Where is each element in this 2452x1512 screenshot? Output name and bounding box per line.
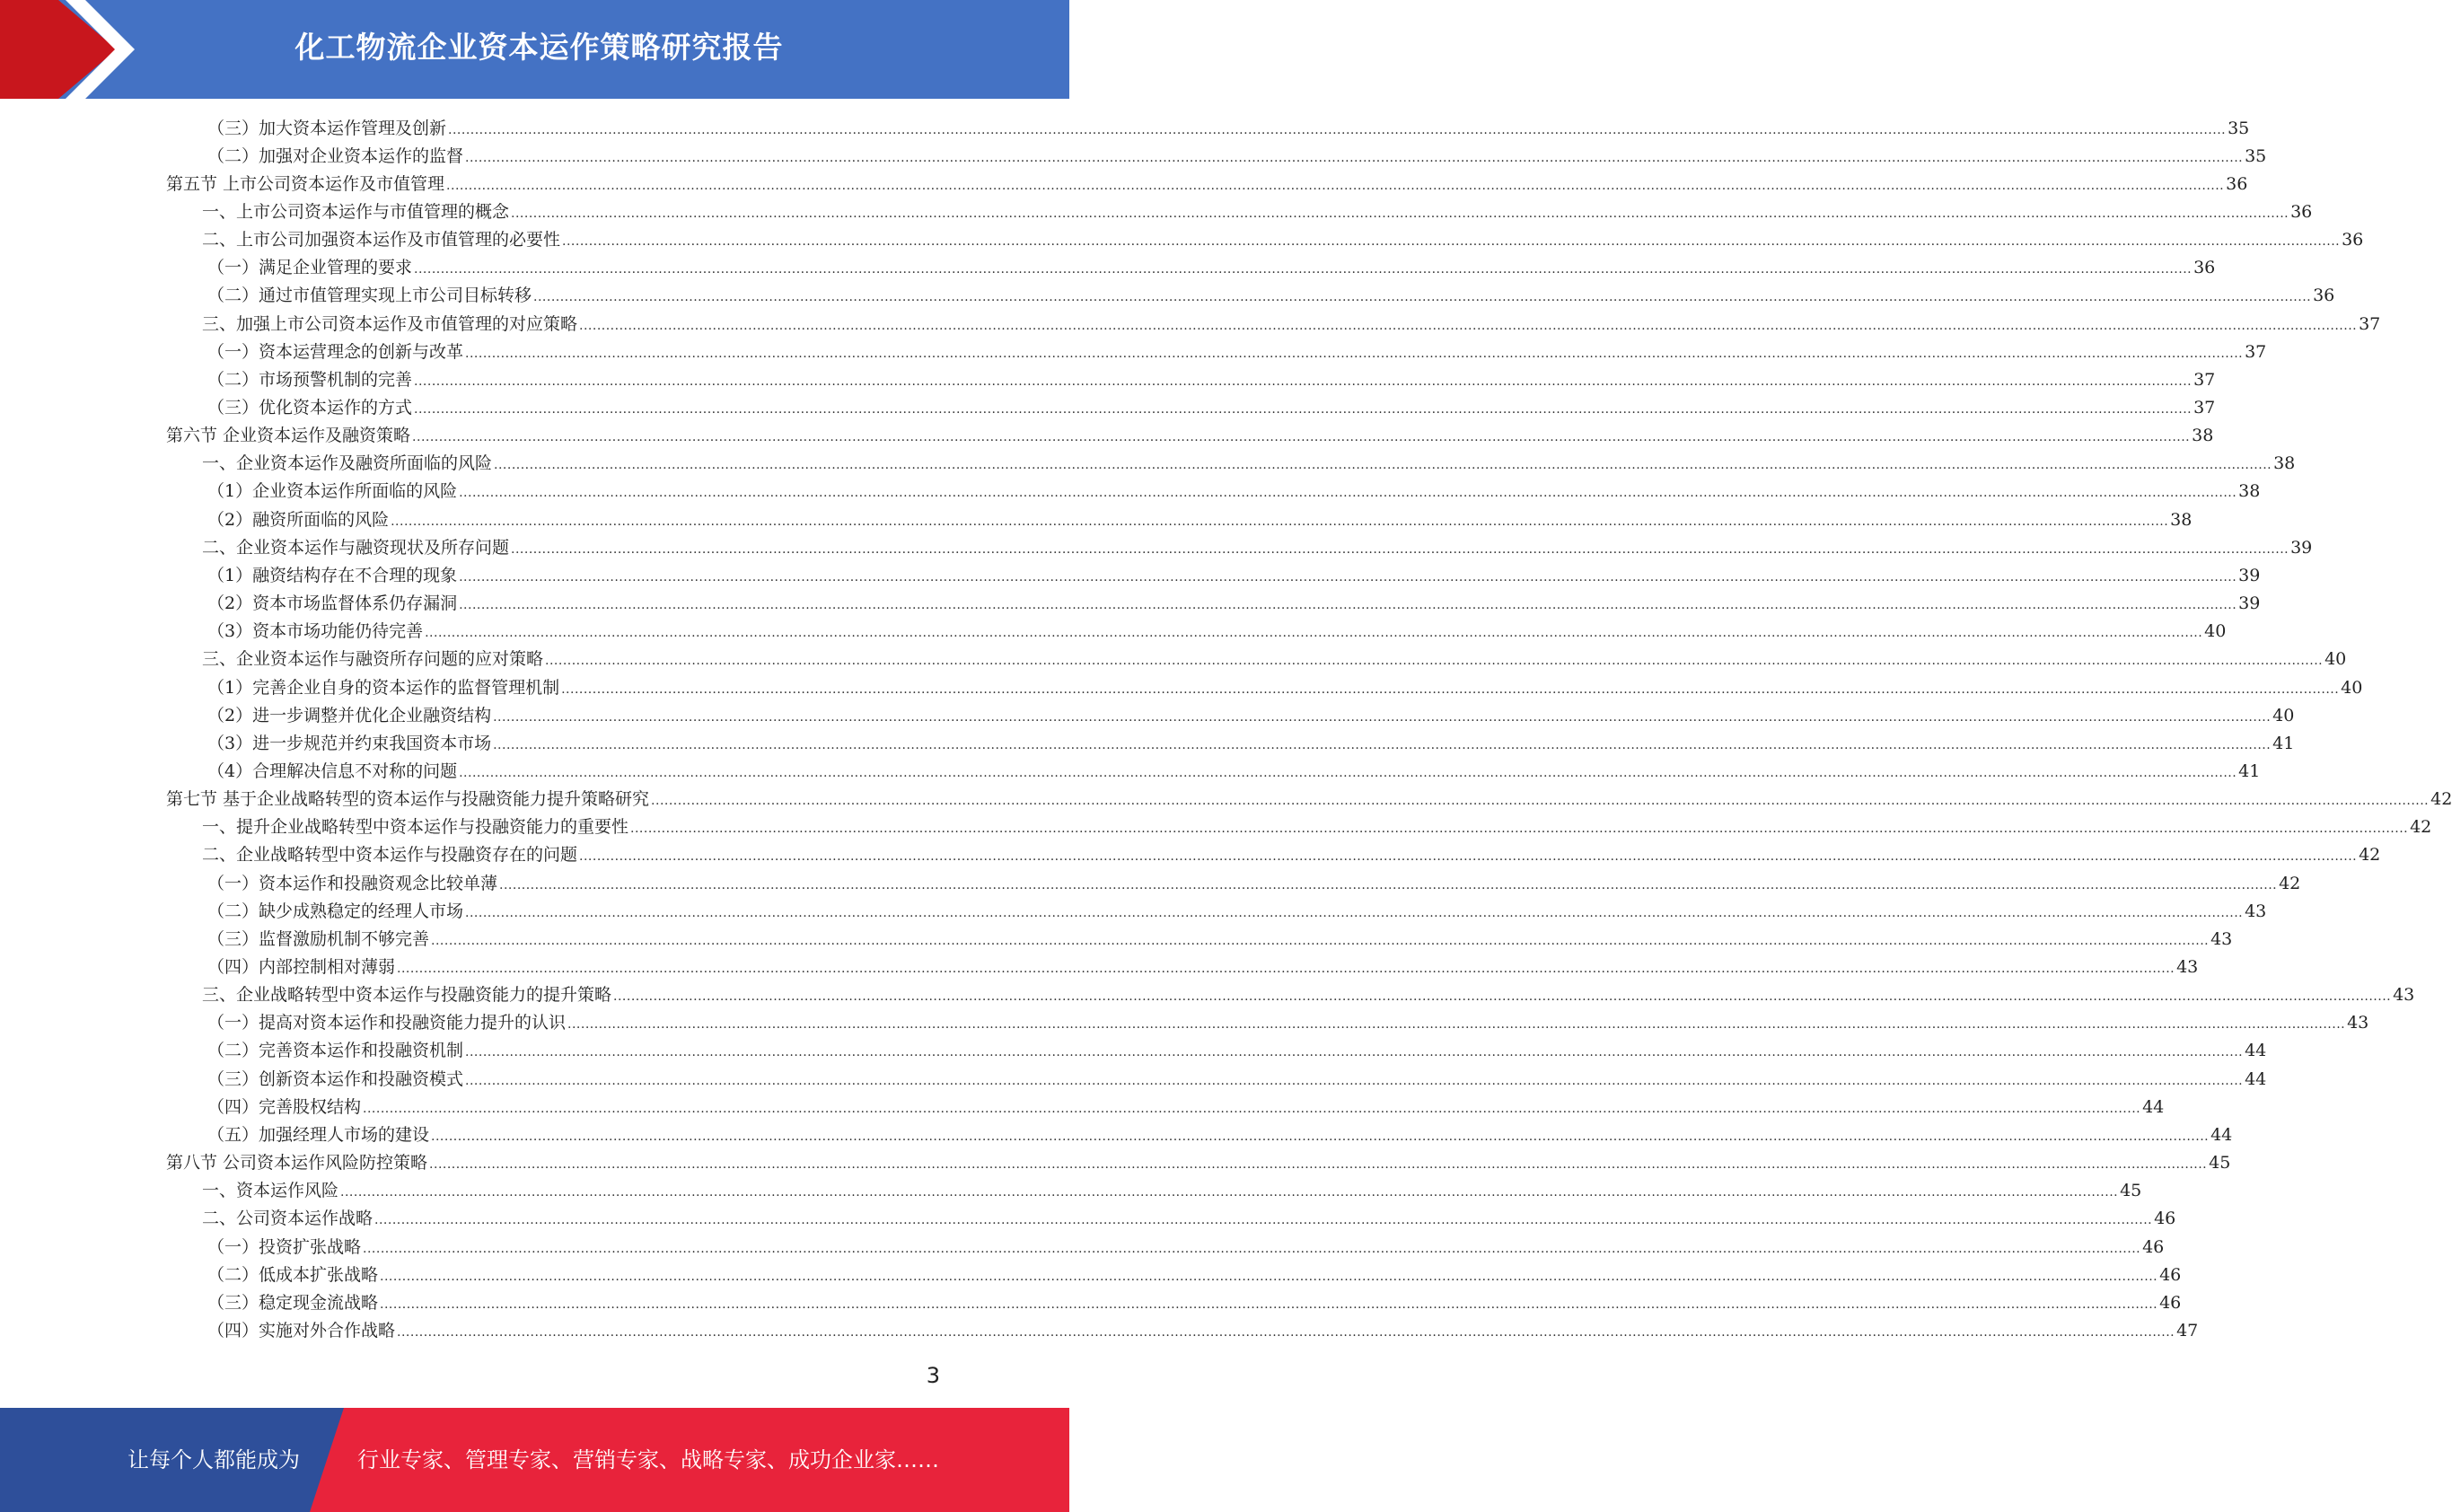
toc-dot-leader: ................................................................................................................................................................................................................................................................................................................................................................................................................ [465, 1045, 2244, 1060]
toc-entry-title: （二）加强对企业资本运作的监督 [207, 145, 464, 166]
toc-entry[interactable] [207, 115, 2250, 143]
toc-entry-page: 47 [2176, 1320, 2199, 1341]
toc-entry-title: （三）监督激励机制不够完善 [207, 928, 430, 949]
toc-entry-title: 一、提升企业战略转型中资本运作与投融资能力的重要性 [202, 817, 629, 838]
toc-entry-title: （二）市场预警机制的完善 [207, 369, 413, 390]
toc-dot-leader: ................................................................................................................................................................................................................................................................................................................................................................................................................ [651, 794, 2430, 809]
toc-entry-title: （一）资本运营理念的创新与改革 [207, 341, 464, 362]
toc-entry[interactable] [207, 478, 2261, 505]
toc-entry-title: 二、企业资本运作与融资现状及所存问题 [202, 537, 510, 558]
toc-entry-title: （三）创新资本运作和投融资模式 [207, 1068, 464, 1089]
toc-dot-leader: ................................................................................................................................................................................................................................................................................................................................................................................................................ [446, 178, 2225, 193]
toc-dot-leader: ................................................................................................................................................................................................................................................................................................................................................................................................................ [397, 962, 2175, 976]
toc-entry-title: （1）融资结构存在不合理的现象 [207, 565, 458, 585]
page-header [0, 0, 1069, 99]
toc-entry-title: 一、资本运作风险 [202, 1181, 339, 1201]
toc-entry-title: （3）资本市场功能仍待完善 [207, 621, 424, 642]
toc-entry[interactable] [207, 674, 2363, 702]
toc-dot-leader: ................................................................................................................................................................................................................................................................................................................................................................................................................ [414, 402, 2193, 417]
toc-entry-page: 36 [2290, 201, 2313, 222]
toc-entry-title: 第八节 公司资本运作风险防控策略 [166, 1153, 428, 1174]
toc-dot-leader: ................................................................................................................................................................................................................................................................................................................................................................................................................ [465, 1073, 2244, 1088]
toc-dot-leader: ................................................................................................................................................................................................................................................................................................................................................................................................................ [533, 290, 2312, 305]
report-title: 化工物流企业资本运作策略研究报告 [294, 30, 784, 65]
toc-dot-leader: ................................................................................................................................................................................................................................................................................................................................................................................................................ [429, 1157, 2208, 1173]
toc-entry[interactable] [202, 534, 2313, 562]
toc-entry[interactable] [207, 254, 2216, 282]
toc-entry-page: 46 [2154, 1209, 2176, 1229]
toc-entry[interactable] [207, 1261, 2182, 1289]
toc-entry-page: 42 [2279, 873, 2301, 893]
toc-entry[interactable] [207, 562, 2261, 590]
toc-entry[interactable] [166, 786, 2452, 813]
toc-entry[interactable] [207, 898, 2267, 926]
toc-entry-title: （二）低成本扩张战略 [207, 1264, 379, 1285]
toc-entry-title: （五）加强经理人市场的建设 [207, 1124, 430, 1145]
toc-entry-title: （三）稳定现金流战略 [207, 1292, 379, 1313]
toc-entry-title: 第六节 企业资本运作及融资策略 [166, 426, 411, 446]
toc-dot-leader: ................................................................................................................................................................................................................................................................................................................................................................................................................ [561, 681, 2340, 697]
toc-entry-title: 三、企业战略转型中资本运作与投融资能力的提升策略 [202, 985, 612, 1006]
toc-dot-leader: ................................................................................................................................................................................................................................................................................................................................................................................................................ [414, 374, 2193, 389]
toc-dot-leader: ................................................................................................................................................................................................................................................................................................................................................................................................................ [562, 234, 2341, 250]
toc-entry[interactable] [207, 394, 2216, 422]
toc-entry-page: 36 [2313, 286, 2335, 306]
toc-dot-leader: ................................................................................................................................................................................................................................................................................................................................................................................................................ [579, 849, 2358, 865]
toc-entry-page: 43 [2245, 901, 2267, 921]
toc-entry-page: 46 [2159, 1264, 2182, 1285]
toc-entry-page: 37 [2193, 398, 2216, 418]
toc-entry[interactable] [207, 870, 2301, 898]
toc-entry-page: 39 [2290, 537, 2313, 558]
toc-entry[interactable] [207, 702, 2295, 730]
toc-entry[interactable] [202, 646, 2347, 673]
toc-entry-page: 37 [2245, 341, 2267, 362]
toc-entry-title: （3）进一步规范并约束我国资本市场 [207, 733, 492, 753]
page-number: 3 [926, 1363, 940, 1388]
toc-entry[interactable] [207, 618, 2227, 646]
toc-dot-leader: ................................................................................................................................................................................................................................................................................................................................................................................................................ [545, 654, 2324, 669]
toc-dot-leader: ................................................................................................................................................................................................................................................................................................................................................................................................................ [494, 458, 2272, 473]
footer-slogan-left: 让每个人都能成为 [127, 1447, 300, 1472]
toc-entry-title: （2）融资所面临的风险 [207, 509, 390, 530]
toc-entry-title: 一、上市公司资本运作与市值管理的概念 [202, 201, 510, 222]
toc-entry[interactable] [202, 981, 2415, 1009]
toc-dot-leader: ................................................................................................................................................................................................................................................................................................................................................................................................................ [567, 1017, 2346, 1033]
toc-entry[interactable] [202, 1177, 2142, 1205]
toc-dot-leader: ................................................................................................................................................................................................................................................................................................................................................................................................................ [511, 541, 2289, 557]
toc-entry-title: （4）合理解决信息不对称的问题 [207, 760, 458, 781]
toc-entry[interactable] [207, 1234, 2165, 1261]
toc-entry[interactable] [166, 422, 2214, 450]
toc-entry-page: 46 [2159, 1292, 2182, 1313]
toc-entry-page: 43 [2210, 928, 2233, 949]
toc-entry-page: 40 [2204, 621, 2227, 642]
toc-dot-leader: ................................................................................................................................................................................................................................................................................................................................................................................................................ [613, 989, 2392, 1005]
toc-dot-leader: ................................................................................................................................................................................................................................................................................................................................................................................................................ [459, 598, 2237, 613]
toc-dot-leader: ................................................................................................................................................................................................................................................................................................................................................................................................................ [431, 933, 2210, 948]
toc-entry[interactable] [207, 1121, 2233, 1149]
toc-dot-leader: ................................................................................................................................................................................................................................................................................................................................................................................................................ [380, 1297, 2158, 1312]
toc-entry-page: 43 [2176, 957, 2199, 977]
toc-entry-page: 35 [2245, 145, 2267, 166]
toc-dot-leader: ................................................................................................................................................................................................................................................................................................................................................................................................................ [340, 1185, 2119, 1200]
toc-entry[interactable] [207, 758, 2261, 786]
toc-entry-page: 42 [2359, 845, 2381, 866]
toc-entry[interactable] [207, 282, 2335, 310]
toc-entry-page: 44 [2245, 1041, 2267, 1061]
toc-entry-page: 43 [2347, 1013, 2369, 1033]
toc-entry[interactable] [207, 1037, 2267, 1065]
toc-entry[interactable] [207, 1009, 2369, 1037]
toc-entry-title: （二）完善资本运作和投融资机制 [207, 1041, 464, 1061]
toc-entry[interactable] [202, 841, 2381, 869]
toc-entry-page: 36 [2226, 173, 2248, 194]
toc-entry-page: 36 [2193, 258, 2216, 278]
toc-entry-title: （1）企业资本运作所面临的风险 [207, 481, 458, 502]
toc-dot-leader: ................................................................................................................................................................................................................................................................................................................................................................................................................ [380, 1269, 2158, 1284]
toc-dot-leader: ................................................................................................................................................................................................................................................................................................................................................................................................................ [465, 346, 2244, 361]
toc-entry-title: （2）资本市场监督体系仍存漏洞 [207, 593, 458, 614]
toc-entry-title: （三）优化资本运作的方式 [207, 398, 413, 418]
toc-entry[interactable] [202, 450, 2296, 478]
toc-entry-page: 45 [2120, 1181, 2142, 1201]
toc-dot-leader: ................................................................................................................................................................................................................................................................................................................................................................................................................ [459, 765, 2237, 780]
toc-entry-title: 三、企业资本运作与融资所存问题的应对策略 [202, 649, 544, 670]
toc-entry-page: 38 [2170, 509, 2193, 530]
toc-entry[interactable] [202, 226, 2364, 254]
toc-entry[interactable] [166, 1149, 2231, 1177]
toc-entry[interactable] [207, 730, 2295, 758]
toc-entry-title: 二、公司资本运作战略 [202, 1209, 374, 1229]
toc-entry-page: 43 [2393, 985, 2415, 1006]
toc-entry[interactable] [202, 311, 2381, 338]
toc-dot-leader: ................................................................................................................................................................................................................................................................................................................................................................................................................ [579, 318, 2358, 333]
toc-entry-title: （一）满足企业管理的要求 [207, 258, 413, 278]
toc-dot-leader: ................................................................................................................................................................................................................................................................................................................................................................................................................ [465, 150, 2244, 165]
toc-entry-page: 37 [2359, 313, 2381, 334]
toc-entry-page: 42 [2410, 817, 2432, 838]
toc-entry-title: 二、上市公司加强资本运作及市值管理的必要性 [202, 230, 561, 251]
toc-entry-page: 38 [2192, 426, 2214, 446]
toc-entry-page: 37 [2193, 369, 2216, 390]
toc-entry-title: 三、加强上市公司资本运作及市值管理的对应策略 [202, 313, 578, 334]
toc-dot-leader: ................................................................................................................................................................................................................................................................................................................................................................................................................ [511, 206, 2289, 221]
toc-entry-page: 39 [2238, 593, 2261, 614]
toc-entry-title: （四）实施对外合作战略 [207, 1320, 396, 1341]
toc-entry-page: 40 [2272, 705, 2295, 725]
toc-dot-leader: ................................................................................................................................................................................................................................................................................................................................................................................................................ [363, 1101, 2141, 1116]
toc-entry[interactable] [207, 506, 2193, 534]
toc-entry[interactable] [207, 1094, 2165, 1121]
toc-dot-leader: ................................................................................................................................................................................................................................................................................................................................................................................................................ [630, 822, 2409, 837]
toc-entry-title: 第七节 基于企业战略转型的资本运作与投融资能力提升策略研究 [166, 789, 650, 810]
toc-dot-leader: ................................................................................................................................................................................................................................................................................................................................................................................................................ [363, 1241, 2141, 1256]
toc-entry[interactable] [166, 171, 2248, 198]
toc-entry[interactable] [207, 926, 2233, 954]
toc-entry[interactable] [207, 1317, 2199, 1345]
toc-entry-page: 42 [2430, 789, 2452, 810]
toc-entry[interactable] [202, 198, 2313, 226]
toc-entry-page: 39 [2238, 565, 2261, 585]
toc-entry-page: 41 [2238, 760, 2261, 781]
toc-entry-title: （一）提高对资本运作和投融资能力提升的认识 [207, 1013, 567, 1033]
toc-entry[interactable] [207, 1066, 2267, 1094]
toc-dot-leader: ................................................................................................................................................................................................................................................................................................................................................................................................................ [391, 514, 2169, 529]
toc-entry[interactable] [207, 590, 2261, 618]
toc-dot-leader: ................................................................................................................................................................................................................................................................................................................................................................................................................ [431, 1129, 2210, 1144]
toc-entry[interactable] [202, 813, 2432, 841]
toc-entry-title: 第五节 上市公司资本运作及市值管理 [166, 173, 445, 194]
toc-entry[interactable] [207, 143, 2267, 171]
toc-entry-page: 45 [2209, 1153, 2231, 1174]
toc-entry-title: 一、企业资本运作及融资所面临的风险 [202, 453, 493, 474]
toc-entry-title: （一）投资扩张战略 [207, 1236, 362, 1257]
toc-entry-page: 40 [2325, 649, 2347, 670]
toc-entry-title: （1）完善企业自身的资本运作的监督管理机制 [207, 677, 560, 698]
toc-entry[interactable] [207, 1289, 2182, 1317]
toc-dot-leader: ................................................................................................................................................................................................................................................................................................................................................................................................................ [414, 262, 2193, 277]
toc-entry-page: 41 [2272, 733, 2295, 753]
toc-dot-leader: ................................................................................................................................................................................................................................................................................................................................................................................................................ [425, 626, 2203, 641]
toc-entry[interactable] [207, 338, 2267, 366]
toc-entry-title: （三）加大资本运作管理及创新 [207, 118, 447, 138]
toc-dot-leader: ................................................................................................................................................................................................................................................................................................................................................................................................................ [374, 1213, 2153, 1228]
toc-entry-title: （2）进一步调整并优化企业融资结构 [207, 705, 492, 725]
toc-entry-title: （四）完善股权结构 [207, 1096, 362, 1117]
toc-entry-title: （四）内部控制相对薄弱 [207, 957, 396, 977]
toc-dot-leader: ................................................................................................................................................................................................................................................................................................................................................................................................................ [493, 709, 2272, 725]
toc-entry[interactable] [202, 1205, 2176, 1233]
toc-entry-page: 38 [2273, 453, 2296, 474]
toc-dot-leader: ................................................................................................................................................................................................................................................................................................................................................................................................................ [465, 905, 2244, 920]
toc-dot-leader: ................................................................................................................................................................................................................................................................................................................................................................................................................ [397, 1324, 2175, 1340]
page-footer [0, 1408, 1069, 1512]
toc-dot-leader: ................................................................................................................................................................................................................................................................................................................................................................................................................ [499, 877, 2278, 892]
toc-dot-leader: ................................................................................................................................................................................................................................................................................................................................................................................................................ [448, 122, 2227, 137]
toc-dot-leader: ................................................................................................................................................................................................................................................................................................................................................................................................................ [412, 430, 2191, 445]
toc-entry-page: 44 [2142, 1096, 2165, 1117]
toc-entry[interactable] [207, 954, 2199, 981]
toc-dot-leader: ................................................................................................................................................................................................................................................................................................................................................................................................................ [459, 569, 2237, 585]
toc-entry-title: 二、企业战略转型中资本运作与投融资存在的问题 [202, 845, 578, 866]
toc-entry-page: 35 [2228, 118, 2250, 138]
toc-entry-title: （二）缺少成熟稳定的经理人市场 [207, 901, 464, 921]
toc-entry-page: 40 [2341, 677, 2363, 698]
toc-entry-page: 44 [2245, 1068, 2267, 1089]
toc-entry-page: 44 [2210, 1124, 2233, 1145]
toc-entry-page: 38 [2238, 481, 2261, 502]
footer-slogan-right: 行业专家、管理专家、营销专家、战略专家、成功企业家…… [357, 1447, 939, 1472]
toc-entry-page: 46 [2142, 1236, 2165, 1257]
toc-entry-page: 36 [2342, 230, 2364, 251]
toc-entry-title: （一）资本运作和投融资观念比较单薄 [207, 873, 498, 893]
toc-entry-title: （二）通过市值管理实现上市公司目标转移 [207, 286, 532, 306]
toc-entry[interactable] [207, 366, 2216, 394]
toc-dot-leader: ................................................................................................................................................................................................................................................................................................................................................................................................................ [493, 737, 2272, 752]
toc-dot-leader: ................................................................................................................................................................................................................................................................................................................................................................................................................ [459, 486, 2237, 501]
